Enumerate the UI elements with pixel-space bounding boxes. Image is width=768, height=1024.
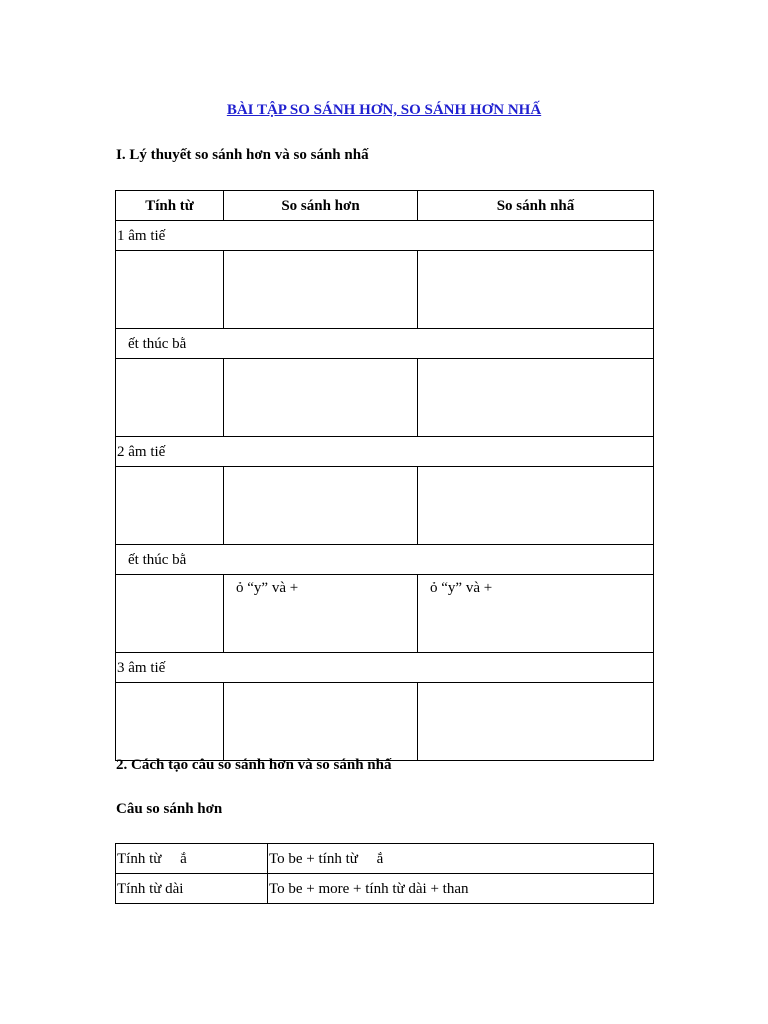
table-row (116, 359, 654, 437)
cell-comparative (224, 251, 418, 329)
table-row (116, 575, 654, 653)
cell-comparative (224, 683, 418, 761)
group-row (116, 545, 654, 575)
cell-adjective-type: Tính từ dài (116, 874, 268, 904)
cell-comparative (224, 467, 418, 545)
group-label-one-syllable: 1 âm tiế (116, 221, 654, 251)
table-row (116, 844, 654, 874)
cell-adjective-type: Tính từ ắ (116, 844, 268, 874)
table-row (116, 874, 654, 904)
header-comparative: So sánh hơn (224, 191, 418, 221)
subheading-comparative-sentence: Câu so sánh hơn (116, 801, 223, 817)
cell-adjective (116, 467, 224, 545)
header-superlative: So sánh nhấ (418, 191, 654, 221)
section-heading-theory: I. Lý thuyết so sánh hơn và so sánh nhấ (116, 147, 369, 163)
cell-superlative (418, 251, 654, 329)
header-adjective: Tính từ (116, 191, 224, 221)
document-title: BÀI TẬP SO SÁNH HƠN, SO SÁNH HƠN NHẤ (226, 102, 542, 118)
comparative-sentence-table (115, 843, 654, 904)
comparison-theory-table (115, 190, 654, 761)
group-label-ending: ết thúc bằ (116, 329, 654, 359)
table-row (116, 683, 654, 761)
group-row (116, 437, 654, 467)
group-row (116, 329, 654, 359)
cell-comparative (224, 359, 418, 437)
group-label-two-syllable: 2 âm tiế (116, 437, 654, 467)
cell-structure: To be + more + tính từ dài + than (268, 874, 654, 904)
cell-comparative: ỏ “y” và + (224, 575, 418, 653)
group-label-three-syllable: 3 âm tiế (116, 653, 654, 683)
cell-superlative (418, 467, 654, 545)
group-row (116, 653, 654, 683)
group-row (116, 221, 654, 251)
cell-superlative (418, 683, 654, 761)
cell-superlative (418, 359, 654, 437)
cell-structure: To be + tính từ ắ (268, 844, 654, 874)
cell-adjective (116, 683, 224, 761)
cell-superlative: ỏ “y” và + (418, 575, 654, 653)
section-heading-sentence-structure: 2. Cách tạo câu so sánh hơn và so sánh nhấ (116, 757, 392, 773)
group-label-ending-y: ết thúc bằ (116, 545, 654, 575)
cell-adjective (116, 575, 224, 653)
table-row (116, 467, 654, 545)
cell-adjective (116, 251, 224, 329)
cell-adjective (116, 359, 224, 437)
table-header-row (116, 191, 654, 221)
table-row (116, 251, 654, 329)
